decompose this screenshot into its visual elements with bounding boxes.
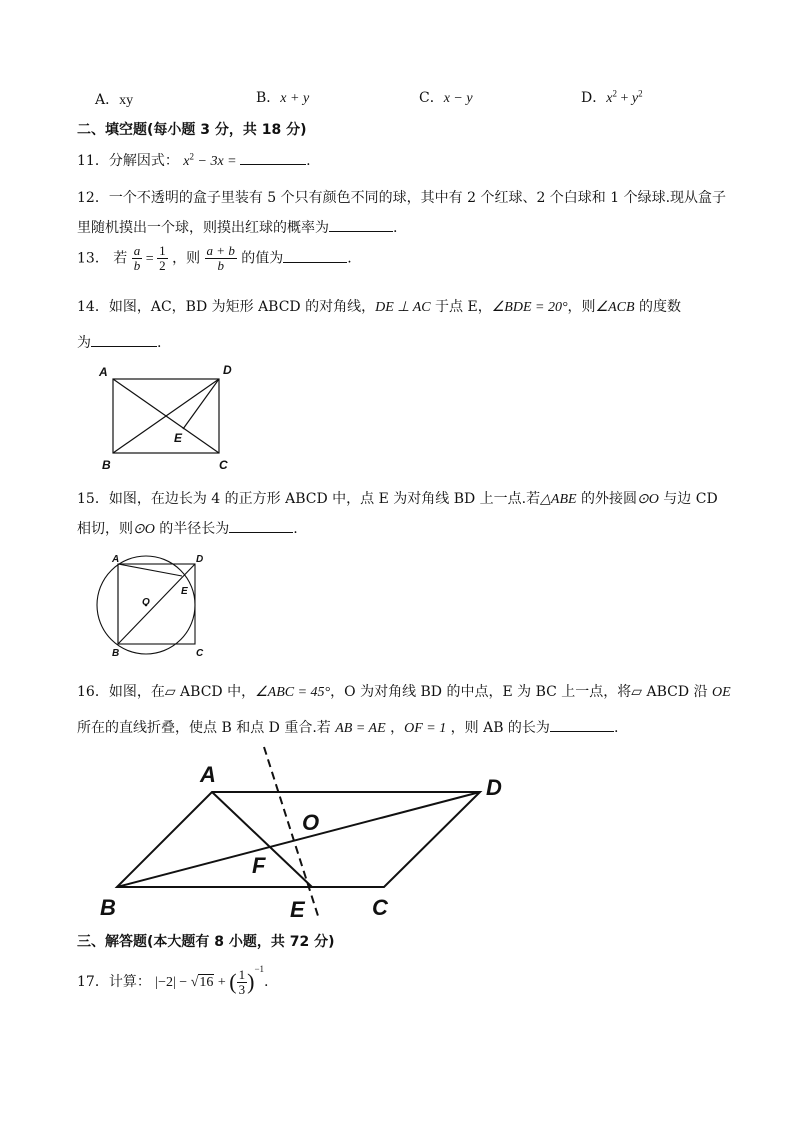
q14-label-e: E [174,431,183,445]
choice-a-label: A． [95,92,120,108]
q17-text: 计算： [108,974,151,990]
question-15 [77,488,718,508]
q14-answer-blank[interactable] [91,334,157,347]
q14-segment-de [183,379,219,429]
choice-a-text: xy [119,93,134,108]
q15-label-c: C [196,648,204,659]
q17-minus: − [175,975,191,990]
q17-end: . [264,974,269,990]
choice-b-label: B． [256,90,281,106]
q16-m3: AB = AE [335,721,386,736]
q16-line2c: ，则 AB 的长为 [446,720,550,736]
question-14 [77,296,681,316]
q16-label-e: E [290,897,305,922]
question-14-line2 [77,332,161,352]
q14-line2: 为 [77,335,91,351]
q14-m2: ∠BDE = 20° [491,300,568,315]
q15-label-b: B [112,648,120,659]
q14-m1: DE ⊥ AC [375,300,431,315]
choice-d-exp1: 2 [612,88,617,99]
choice-d [581,87,643,107]
q16-label-f: F [252,853,266,878]
question-16-line2 [77,717,618,737]
q17-exponent: −1 [254,964,265,974]
q16-answer-blank[interactable] [550,719,614,732]
q16-end: . [613,720,619,736]
q15-line2b: 的半径长为 [154,521,230,537]
q15-m2: ⊙O [637,492,659,507]
q13-end: . [347,250,352,267]
question-15-line2 [77,518,298,538]
q13-fraction-a-b: $\frac{a}{b}$ [133,243,141,273]
q15-label-o: O [142,597,150,608]
q13-fraction-1-2: $\frac{1}{2}$ [159,243,166,273]
q11-number: 11． [77,153,109,169]
q16-line2b: ， [385,720,405,736]
q16-label-b: B [100,895,116,920]
q12-line2: 里随机摸出一个球，则摸出红球的概率为 [77,220,329,236]
q14-t4: 的度数 [634,299,681,315]
choice-a [95,89,133,109]
q12-line1: 一个不透明的盒子里装有 5 个只有颜色不同的球，其中有 2 个红球、2 个白球和 1 个绿球.现从盒子 [108,190,727,206]
q15-number: 15． [77,491,109,507]
q14-number: 14． [77,299,109,315]
q15-label-d: D [196,554,204,565]
choice-c-label: C． [419,90,444,106]
q16-t1: 如图，在▱ ABCD 中， [108,684,256,700]
q14-t1: 如图，AC，BD 为矩形 ABCD 的对角线， [108,299,376,315]
question-13 [77,244,352,273]
q16-m2: OE [712,685,731,700]
q17-plus: + [214,975,230,990]
q14-label-b: B [102,458,111,472]
q15-segment-ae [118,564,182,576]
q11-expr-x: x [183,154,190,169]
q11-answer-blank[interactable] [240,152,306,165]
q13-ze: ，则 [172,250,201,267]
q15-label-a: A [112,554,120,565]
choice-d-x: x [606,91,613,106]
q14-end: . [157,335,162,351]
q16-m4: OF = 1 [404,721,447,736]
q14-label-a: A [99,365,108,379]
choice-b [256,87,309,107]
q14-t2: 于点 E， [430,299,492,315]
section3-heading: 三、解答题(本大题有 8 小题，共 72 分) [77,934,335,950]
q14-label-c: C [219,458,228,472]
q15-answer-blank[interactable] [229,520,293,533]
question-12 [77,187,726,207]
q17-sqrt: √16 [190,975,214,990]
q15-m1: △ABE [540,492,577,507]
q11-expr-exp: 2 [189,151,194,162]
choice-d-exp2: 2 [638,88,643,99]
q16-label-d: D [486,775,502,800]
q12-answer-blank[interactable] [329,219,393,232]
q14-label-d: D [223,363,232,377]
q14-m3: ∠ACB [595,300,635,315]
q17-abs: |−2| [155,975,176,990]
section2-heading: 二、填空题(每小题 3 分，共 18 分) [77,122,307,138]
q13-answer-blank[interactable] [283,250,347,263]
q16-m1: ∠ABC = 45° [255,685,331,700]
q15-label-e: E [181,586,188,597]
q15-t1: 如图，在边长为 4 的正方形 ABCD 中，点 E 为对角线 BD 上一点.若 [108,491,541,507]
question-11 [77,150,311,170]
q17-number: 17． [77,974,109,990]
q15-figure [96,550,216,662]
q15-t2: 的外接圆 [576,491,637,507]
q13-number: 13． [77,250,109,267]
question-12-line2 [77,217,397,237]
question-16 [77,681,731,701]
choice-b-text: x + y [280,91,310,106]
q16-figure [90,745,520,925]
choice-d-plus: + [616,91,632,106]
q13-tail: 的值为 [241,250,284,267]
q11-text: 分解因式： [108,153,179,169]
choice-d-label: D． [581,90,607,106]
q15-diagonal-bd [118,564,195,644]
q15-end: . [293,521,298,537]
q13-eq: = [142,251,158,267]
choice-c-text: x − y [443,91,473,106]
q16-label-o: O [302,810,320,835]
q13-ruo: 若 [113,250,128,267]
q13-fraction-apb-b: $\frac{a + b}{b}$ [206,243,235,273]
q16-line2a: 所在的直线折叠，使点 B 和点 D 重合.若 [77,720,336,736]
q12-number: 12． [77,190,109,206]
q15-m3: ⊙O [133,522,155,537]
q16-t2: ，O 为对角线 BD 的中点，E 为 BC 上一点，将▱ ABCD 沿 [330,684,713,700]
q17-fraction: $\frac{1}{3}$ [238,966,246,997]
choice-c [419,87,473,107]
q16-number: 16． [77,684,109,700]
q11-expr-rest: − 3x = [194,154,241,169]
q14-t3: ，则 [567,299,596,315]
q14-figure [95,360,245,475]
q16-label-c: C [372,895,388,920]
q11-end: . [306,153,311,169]
q15-t3: 与边 CD [658,491,718,507]
question-17: 17．计算： |−2| − √16 + ( $\frac{1}{3}$ )$^{-1}$. [77,964,269,997]
q16-label-a: A [200,762,216,787]
choice-d-y: y [631,91,639,106]
q16-diagonal-bd [117,792,480,887]
q12-end: . [393,220,398,236]
q15-line2a: 相切，则 [77,521,133,537]
